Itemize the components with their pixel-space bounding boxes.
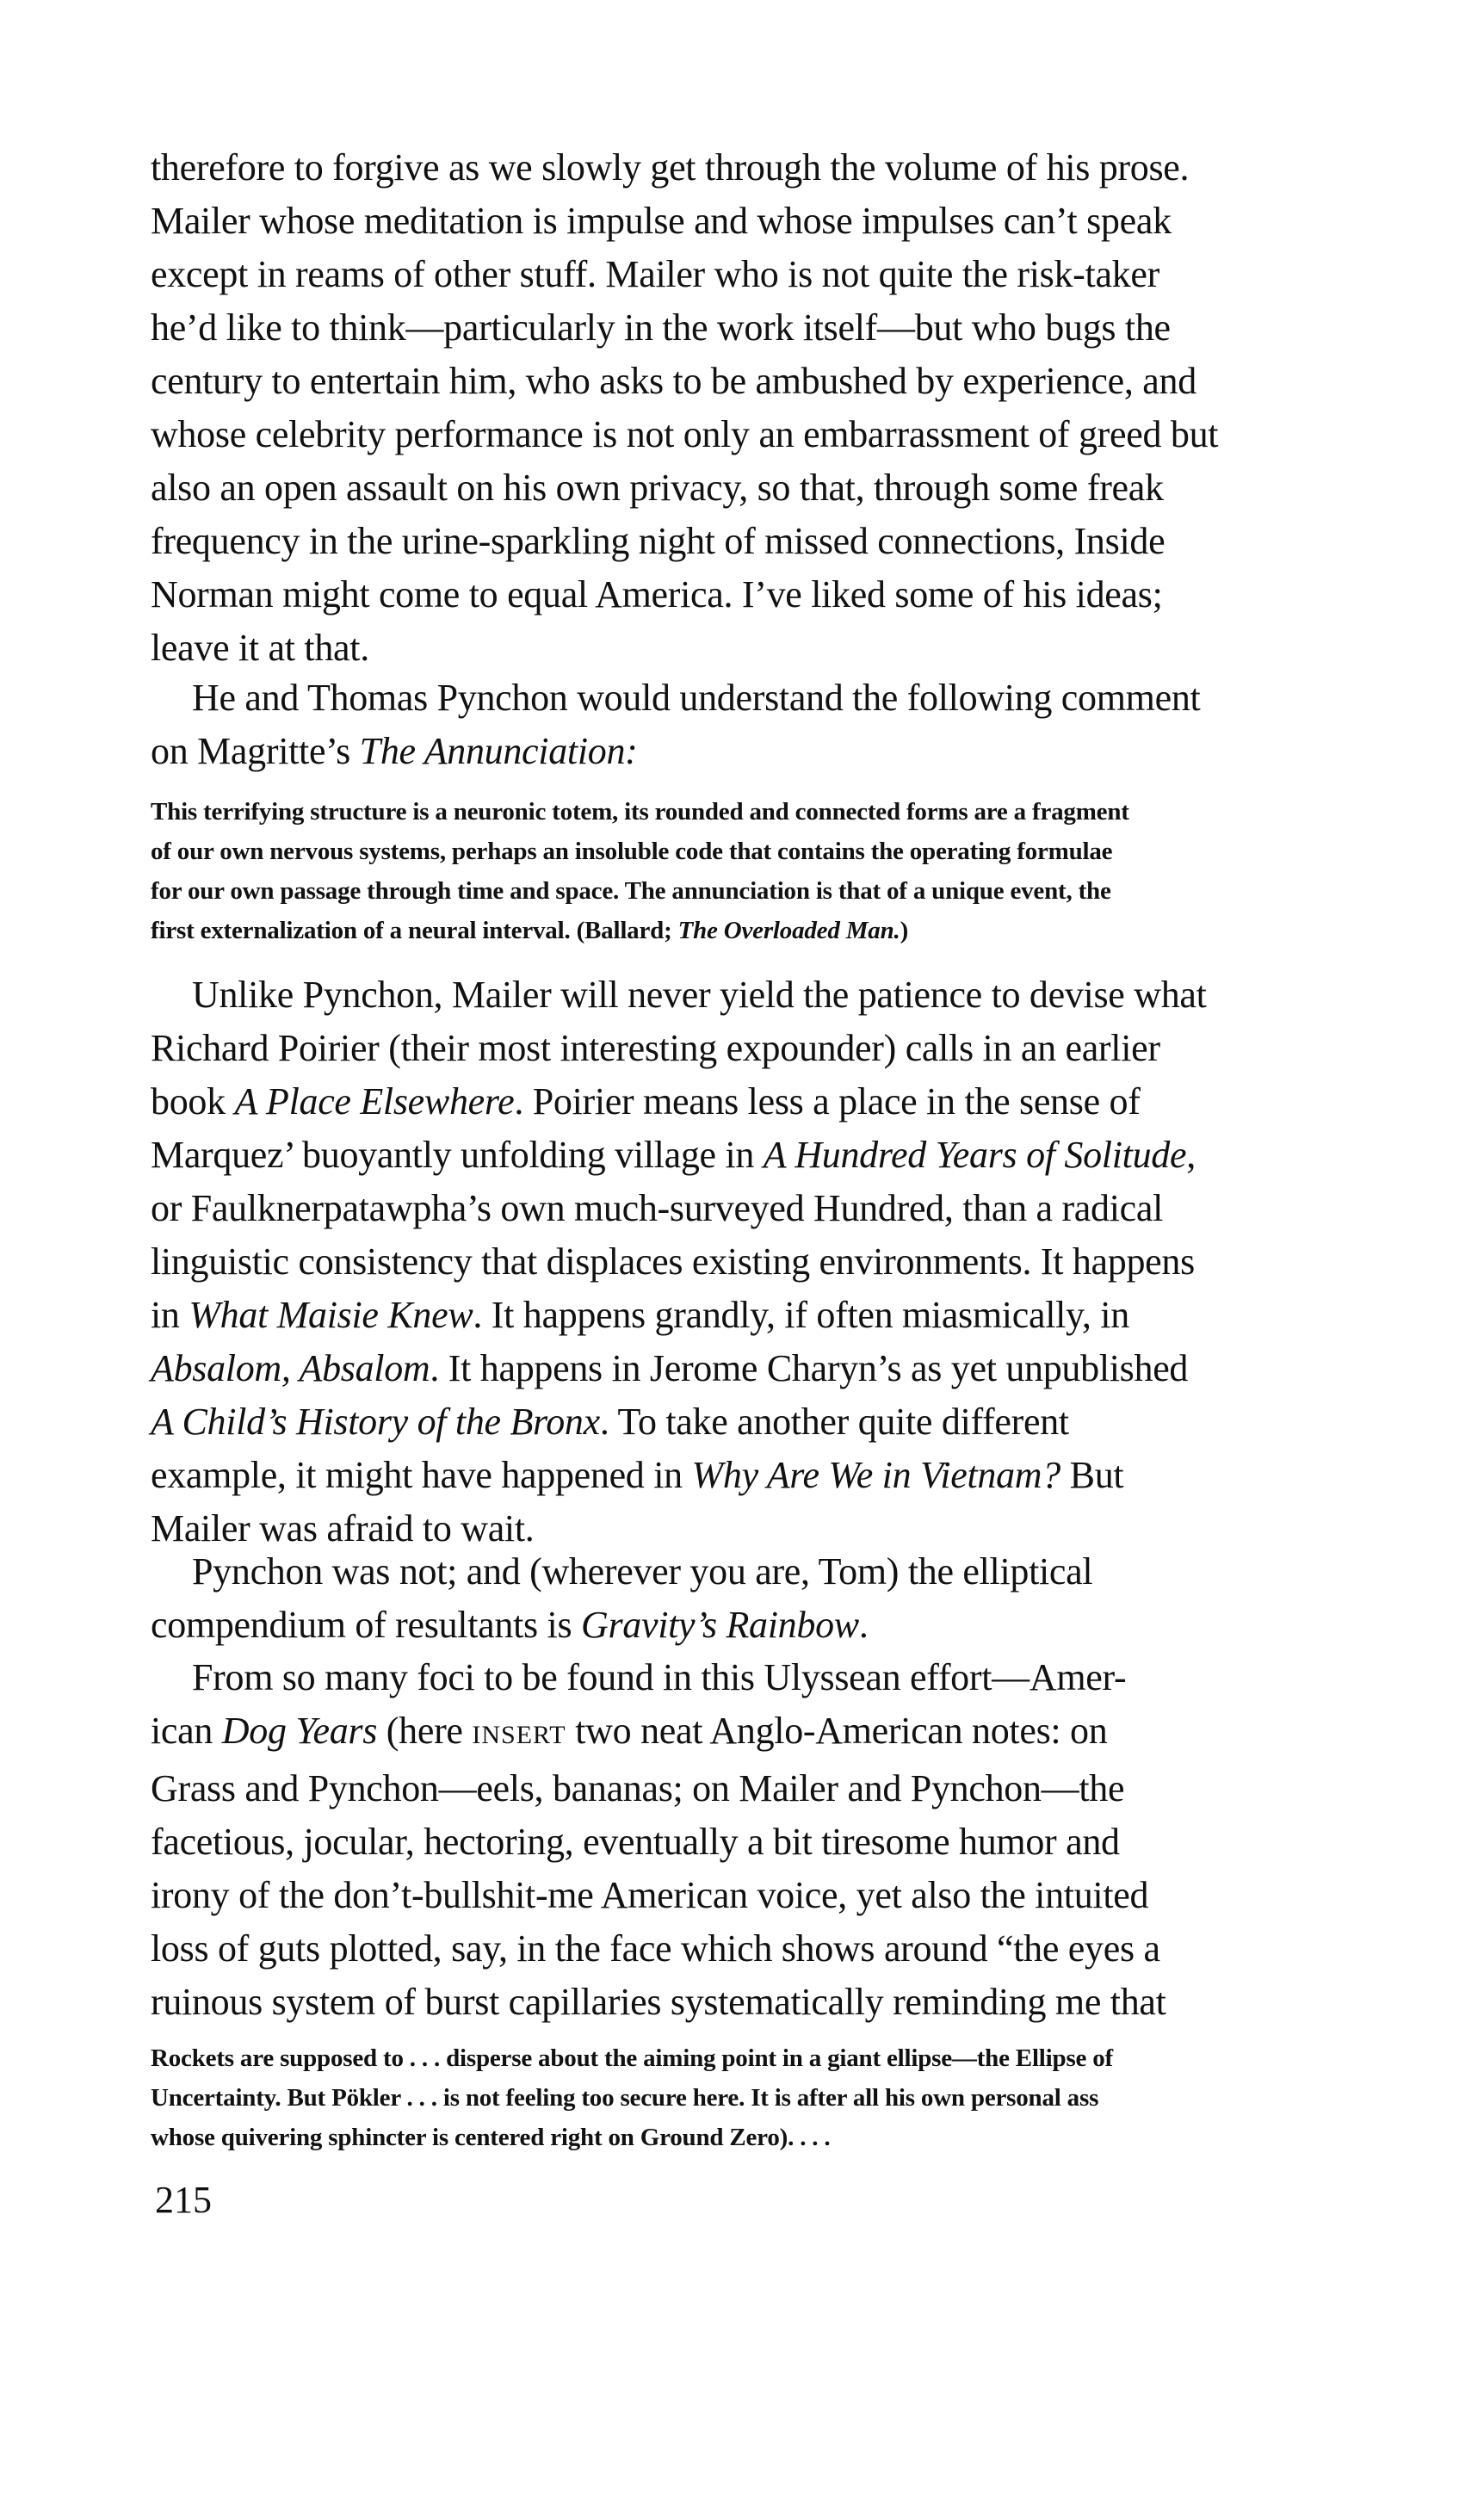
- text-line: leave it at that.: [151, 627, 369, 669]
- text-span: ,: [1186, 1134, 1196, 1176]
- quote-line: [151, 911, 1343, 950]
- text-line: whose celebrity performance is not only an embarrassment of greed but: [151, 413, 1219, 455]
- title-span: What Maisie Knew: [189, 1294, 473, 1336]
- text-line: From so many foci to be found in this Ulyssean effort—Amer-: [192, 1656, 1127, 1698]
- text-line: facetious, jocular, hectoring, eventually a bit tiresome humor and: [151, 1821, 1120, 1863]
- quote-line: whose quivering sphincter is centered right on Ground Zero). . . .: [151, 2124, 831, 2151]
- text-line: he’d like to think—particularly in the work itself—but who bugs the: [151, 306, 1171, 349]
- text-span: book: [151, 1080, 235, 1123]
- text-line: century to entertain him, who asks to be ambushed by experience, and: [151, 360, 1196, 402]
- text-line: Mailer was afraid to wait.: [151, 1507, 535, 1549]
- text-span: example, it might have happened in: [151, 1454, 692, 1496]
- text-line: [151, 1342, 1356, 1395]
- title-span: A Hundred Years of Solitude: [763, 1134, 1187, 1176]
- title-span: Gravity’s Rainbow: [580, 1604, 859, 1646]
- quote-line: Uncertainty. But Pökler . . . is not feeling too secure here. It is after all his own personal ass: [151, 2084, 1099, 2112]
- quote-line: for our own passage through time and space. The annunciation is that of a unique event, the: [151, 877, 1111, 905]
- text-span: . It happens in Jerome Charyn’s as yet unpublished: [430, 1347, 1189, 1389]
- text-line: also an open assault on his own privacy, so that, through some freak: [151, 467, 1164, 509]
- text-line: therefore to forgive as we slowly get through the volume of his prose.: [151, 146, 1190, 189]
- text-line: or Faulknerpatawpha’s own much-surveyed Hundred, than a radical: [151, 1187, 1164, 1229]
- title-span: Absalom, Absalom: [151, 1347, 430, 1389]
- text-line: He and Thomas Pynchon would understand the following comment: [192, 677, 1201, 719]
- text-line: [151, 1449, 1356, 1502]
- text-line: linguistic consistency that displaces existing environments. It happens: [151, 1240, 1195, 1283]
- block-quote-ballard: [151, 792, 1343, 950]
- text-line: Mailer whose meditation is impulse and whose impulses can’t speak: [151, 200, 1172, 242]
- text-line: [151, 1704, 1356, 1762]
- text-line: Richard Poirier (their most interesting expounder) calls in an earlier: [151, 1027, 1160, 1069]
- paragraph-magritte-intro: [151, 671, 1356, 778]
- text-line: ruinous system of burst capillaries systematically reminding me that: [151, 1981, 1166, 2023]
- title-span: A Place Elsewhere: [234, 1080, 515, 1123]
- text-line: loss of guts plotted, say, in the face which shows around “the eyes a: [151, 1927, 1160, 1970]
- text-span: ): [900, 917, 909, 944]
- text-line: [151, 1599, 1356, 1652]
- text-span: first externalization of a neural interval. (Ballard;: [151, 917, 678, 944]
- text-span: . It happens grandly, if often miasmically, in: [473, 1294, 1129, 1336]
- text-span: .: [858, 1604, 869, 1646]
- text-span: (here: [377, 1710, 473, 1752]
- title-span: Why Are We in Vietnam?: [691, 1454, 1060, 1496]
- text-span: . To take another quite different: [599, 1401, 1069, 1443]
- text-line: Pynchon was not; and (wherever you are, Tom) the elliptical: [192, 1550, 1093, 1593]
- text-line: Grass and Pynchon—eels, bananas; on Mailer and Pynchon—the: [151, 1767, 1125, 1809]
- text-line: [151, 1395, 1356, 1449]
- text-line: [151, 1129, 1356, 1182]
- text-line: irony of the don’t-bullshit-me American voice, yet also the intuited: [151, 1874, 1149, 1916]
- title-span: A Child’s History of the Bronx: [151, 1401, 600, 1443]
- text-line: [151, 1075, 1356, 1129]
- block-quote-rockets: [151, 2038, 1343, 2157]
- paragraph-ulyssean-effort: [151, 1651, 1356, 2029]
- title-span: Dog Years: [221, 1710, 378, 1752]
- paragraph-mailer-critique: [151, 141, 1356, 675]
- text-line: [151, 1289, 1356, 1342]
- text-line: Norman might come to equal America. I’ve liked some of his ideas;: [151, 573, 1163, 615]
- text-span: on Magritte’s: [151, 730, 360, 772]
- title-span: The Overloaded Man.: [677, 917, 900, 944]
- page-number: 215: [155, 2179, 212, 2221]
- text-span: But: [1060, 1454, 1124, 1496]
- title-span: The Annunciation:: [359, 730, 638, 772]
- small-caps-span: INSERT: [472, 1721, 566, 1749]
- text-span: ican: [151, 1710, 222, 1752]
- text-span: . Poirier means less a place in the sense of: [514, 1080, 1141, 1123]
- text-line: frequency in the urine-sparkling night of missed connections, Inside: [151, 520, 1166, 562]
- text-line: except in reams of other stuff. Mailer who is not quite the risk-taker: [151, 253, 1159, 295]
- text-span: two neat Anglo-American notes: on: [566, 1710, 1108, 1752]
- text-span: Marquez’ buoyantly unfolding village in: [151, 1134, 764, 1176]
- quote-line: Rockets are supposed to . . . disperse about the aiming point in a giant ellipse—the Ellipse of: [151, 2044, 1114, 2072]
- quote-line: of our own nervous systems, perhaps an insoluble code that contains the operating formulae: [151, 838, 1113, 865]
- text-line: Unlike Pynchon, Mailer will never yield the patience to devise what: [192, 974, 1207, 1016]
- text-span: in: [151, 1294, 189, 1336]
- paragraph-poirier: [151, 968, 1356, 1556]
- text-span: compendium of resultants is: [151, 1604, 581, 1646]
- text-line: [151, 725, 1356, 778]
- quote-line: This terrifying structure is a neuronic totem, its rounded and connected forms are a fragment: [151, 798, 1129, 826]
- paragraph-gravitys-rainbow: [151, 1545, 1356, 1652]
